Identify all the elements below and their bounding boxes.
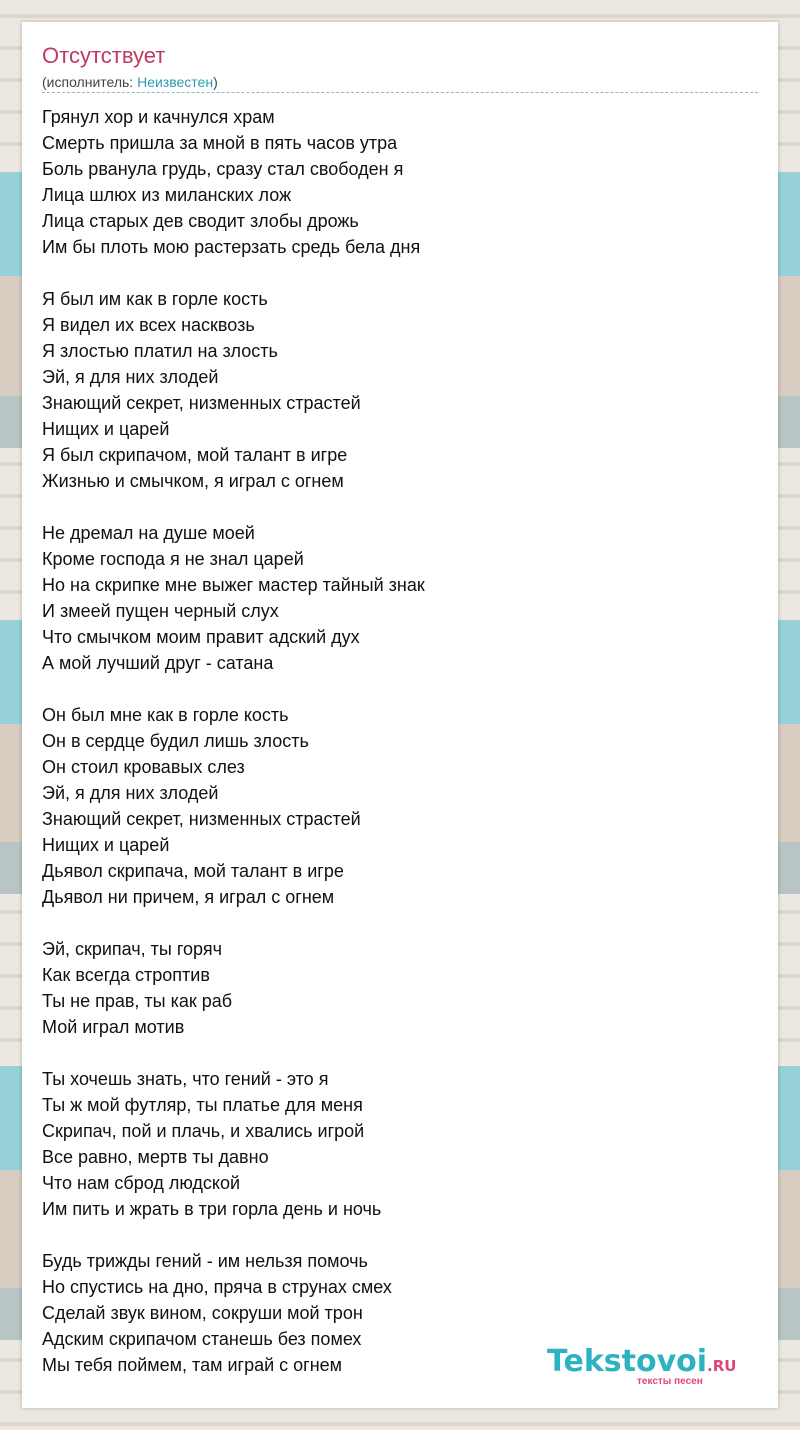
lyric-line: Но на скрипке мне выжег мастер тайный знак (42, 575, 425, 595)
lyric-line: Им пить и жрать в три горла день и ночь (42, 1199, 382, 1219)
lyrics-stanza (42, 1066, 758, 1222)
lyric-line: Как всегда строптив (42, 965, 210, 985)
lyrics-stanza (42, 520, 758, 676)
artist-suffix: ) (213, 74, 218, 90)
lyric-line: Что нам сброд людской (42, 1173, 241, 1193)
lyric-line: Будь трижды гений - им нельзя помочь (42, 1251, 368, 1271)
lyrics-card (22, 22, 778, 1408)
lyric-line: Ты не прав, ты как раб (42, 991, 233, 1011)
lyric-line: Эй, я для них злодей (42, 783, 219, 803)
lyric-line: Грянул хор и качнулся храм (42, 107, 275, 127)
lyric-line: Он в сердце будил лишь злость (42, 731, 309, 751)
lyric-line: Не дремал на душе моей (42, 523, 255, 543)
lyrics-stanza (42, 936, 758, 1040)
lyric-line: Лица старых дев сводит злобы дрожь (42, 211, 359, 231)
lyric-line: Знающий секрет, низменных страстей (42, 393, 361, 413)
logo-main-text: Tekstovoi (547, 1344, 708, 1379)
lyric-line: Знающий секрет, низменных страстей (42, 809, 361, 829)
lyric-line: Нищих и царей (42, 419, 170, 439)
lyric-line: Дьявол ни причем, я играл с огнем (42, 887, 335, 907)
lyric-line: Кроме господа я не знал царей (42, 549, 304, 569)
lyric-line: Что смычком моим правит адский дух (42, 627, 360, 647)
lyric-line: Лица шлюх из миланских лож (42, 185, 292, 205)
lyric-line: Все равно, мертв ты давно (42, 1147, 269, 1167)
lyric-line: Ты ж мой футляр, ты платье для меня (42, 1095, 363, 1115)
lyrics-stanza (42, 286, 758, 494)
artist-link[interactable]: Неизвестен (137, 74, 214, 90)
lyric-line: Боль рванула грудь, сразу стал свободен я (42, 159, 404, 179)
lyric-line: Я злостью платил на злость (42, 341, 278, 361)
lyric-line: Скрипач, пой и плачь, и хвались игрой (42, 1121, 365, 1141)
song-title: Отсутствует (42, 43, 166, 68)
lyric-line: Жизнью и смычком, я играл с огнем (42, 471, 344, 491)
artist-prefix: (исполнитель: (42, 74, 138, 90)
lyric-line: Дьявол скрипача, мой талант в игре (42, 861, 344, 881)
lyric-line: Я был скрипачом, мой талант в игре (42, 445, 348, 465)
lyric-line: Он был мне как в горле кость (42, 705, 289, 725)
lyric-line: Нищих и царей (42, 835, 170, 855)
lyric-line: Эй, я для них злодей (42, 367, 219, 387)
lyrics-text (42, 104, 758, 1404)
logo-tagline: тексты песен (637, 1376, 703, 1387)
lyric-line: Адским скрипачом станешь без помех (42, 1329, 362, 1349)
lyric-line: Я был им как в горле кость (42, 289, 268, 309)
artist-line (42, 73, 218, 91)
lyric-line: Мой играл мотив (42, 1017, 185, 1037)
lyric-line: А мой лучший друг - сатана (42, 653, 274, 673)
lyric-line: Ты хочешь знать, что гений - это я (42, 1069, 329, 1089)
lyric-line: Но спустись на дно, пряча в струнах смех (42, 1277, 392, 1297)
lyric-line: Сделай звук вином, сокруши мой трон (42, 1303, 363, 1323)
lyrics-stanza (42, 702, 758, 910)
lyrics-stanza (42, 104, 758, 260)
lyric-line: Смерть пришла за мной в пять часов утра (42, 133, 398, 153)
lyric-line: Я видел их всех насквозь (42, 315, 255, 335)
lyric-line: Им бы плоть мою растерзать средь бела дня (42, 237, 421, 257)
lyric-line: Эй, скрипач, ты горяч (42, 939, 222, 959)
title-divider (42, 92, 758, 93)
lyric-line: Мы тебя поймем, там играй с огнем (42, 1355, 343, 1375)
logo-tld: .RU (707, 1357, 737, 1375)
lyric-line: И змеей пущен черный слух (42, 601, 279, 621)
site-logo[interactable] (547, 1344, 747, 1387)
lyric-line: Он стоил кровавых слез (42, 757, 245, 777)
